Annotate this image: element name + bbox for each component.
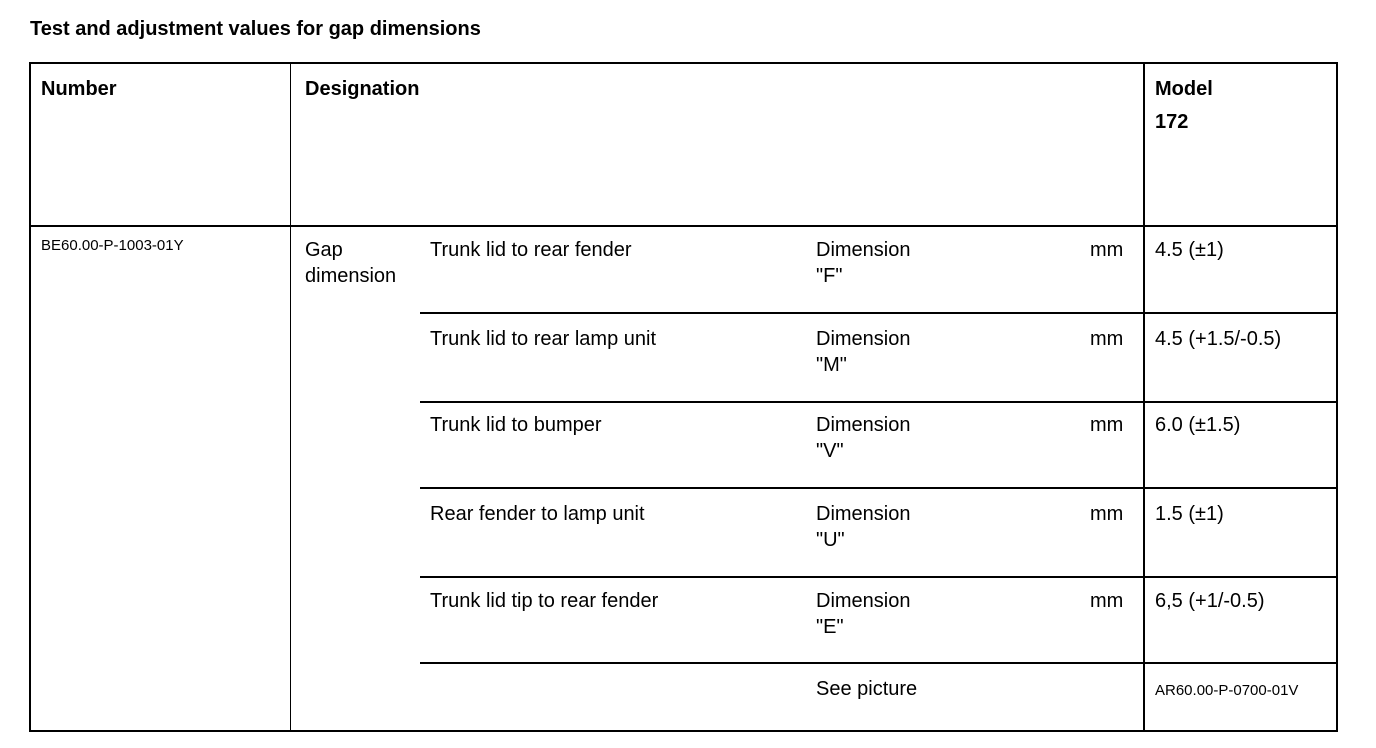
gap-dimensions-table xyxy=(29,62,1338,732)
row-divider-3 xyxy=(420,487,1338,489)
dimension-label: Dimension xyxy=(816,503,911,525)
picture-reference: AR60.00-P-0700-01V xyxy=(1155,682,1299,699)
table-row-unit: mm xyxy=(1090,503,1124,525)
group-label xyxy=(305,237,396,289)
table-row-value: 1.5 (±1) xyxy=(1155,503,1224,525)
header-model-value: 172 xyxy=(1155,111,1189,133)
table-row-dimension xyxy=(816,588,910,640)
dimension-code: "F" xyxy=(816,265,843,287)
header-designation: Designation xyxy=(305,78,420,100)
table-row-designation: Trunk lid to rear fender xyxy=(430,239,632,261)
row-divider-2 xyxy=(420,401,1338,403)
table-row-dimension xyxy=(816,326,910,378)
table-row-dimension xyxy=(816,412,910,464)
table-row-value: 6.0 (±1.5) xyxy=(1155,414,1241,436)
dimension-label: Dimension xyxy=(816,239,911,261)
table-row-unit: mm xyxy=(1090,590,1124,612)
dimension-code: "V" xyxy=(816,440,844,462)
table-row-value: 4.5 (±1) xyxy=(1155,239,1224,261)
dimension-code: "M" xyxy=(816,354,847,376)
header-model-label: Model xyxy=(1155,78,1213,100)
dimension-label: Dimension xyxy=(816,328,911,350)
table-row-dimension xyxy=(816,501,910,553)
table-row-value: 6,5 (+1/-0.5) xyxy=(1155,590,1265,612)
table-row-unit: mm xyxy=(1090,328,1124,350)
table-row-unit: mm xyxy=(1090,414,1124,436)
row-divider-4 xyxy=(420,576,1338,578)
column-divider-model xyxy=(1143,62,1145,732)
row-divider-5 xyxy=(420,662,1338,664)
document-number: BE60.00-P-1003-01Y xyxy=(41,237,184,254)
table-row-unit: mm xyxy=(1090,239,1124,261)
header-divider xyxy=(29,225,1338,227)
table-row-value: 4.5 (+1.5/-0.5) xyxy=(1155,328,1282,350)
group-label-line2: dimension xyxy=(305,265,397,287)
dimension-label: Dimension xyxy=(816,590,911,612)
dimension-code: "E" xyxy=(816,616,844,638)
dimension-label: Dimension xyxy=(816,414,911,436)
header-model xyxy=(1155,76,1213,135)
row-divider-1 xyxy=(420,312,1338,314)
header-number: Number xyxy=(41,78,117,100)
group-label-line1: Gap xyxy=(305,239,343,261)
column-divider-number xyxy=(290,62,291,732)
dimension-code: "U" xyxy=(816,529,845,551)
table-row-designation: Rear fender to lamp unit xyxy=(430,503,645,525)
see-picture-label: See picture xyxy=(816,678,918,700)
table-row-designation: Trunk lid to bumper xyxy=(430,414,602,436)
table-row-dimension xyxy=(816,237,910,289)
table-row-designation: Trunk lid to rear lamp unit xyxy=(430,328,657,350)
table-row-designation: Trunk lid tip to rear fender xyxy=(430,590,659,612)
document-title: Test and adjustment values for gap dimensions xyxy=(30,18,481,40)
